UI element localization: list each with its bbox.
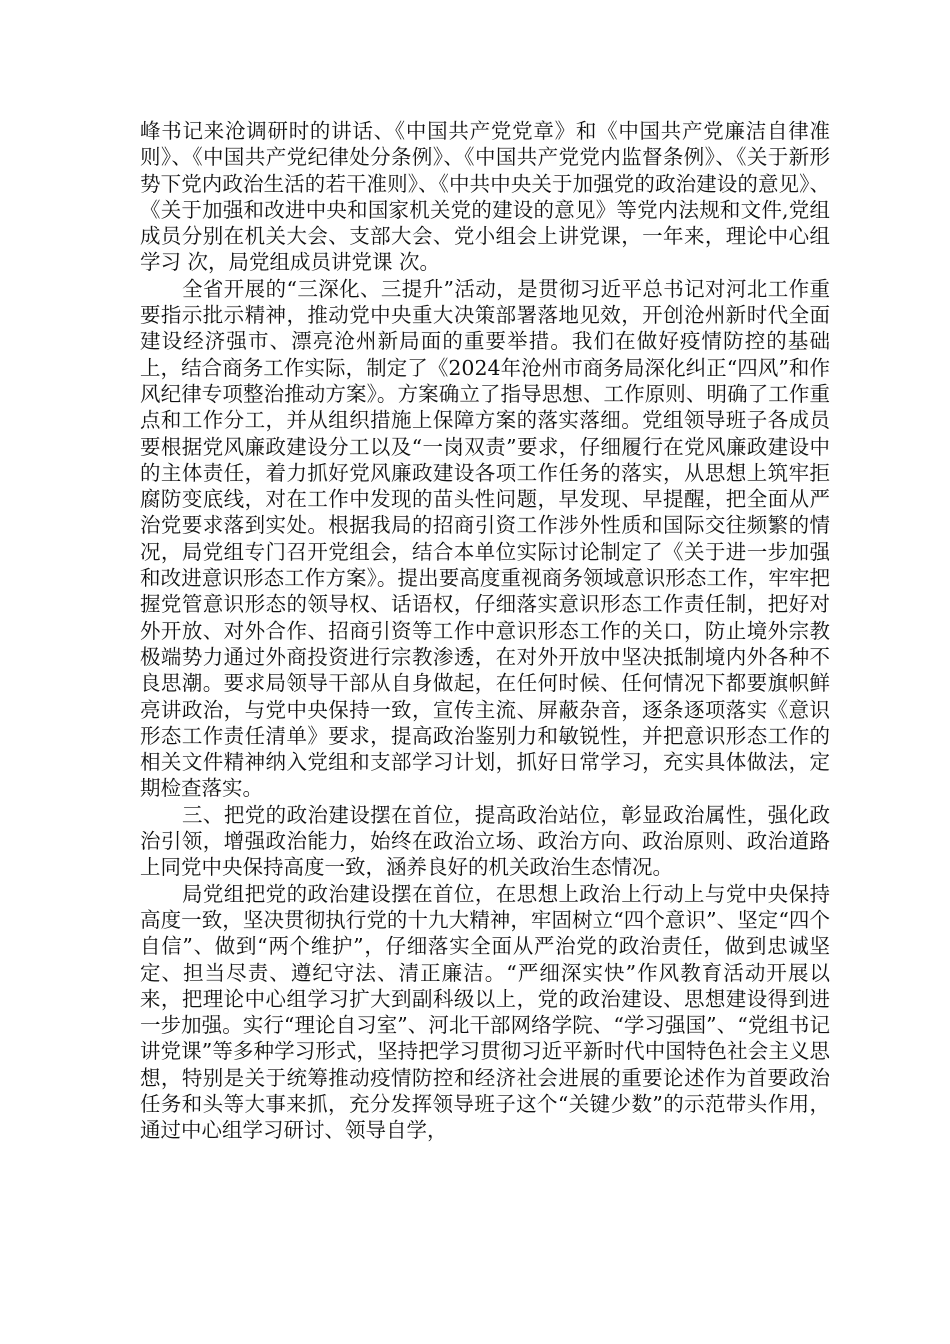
paragraph-section-three-heading: 三、把党的政治建设摆在首位，提高政治站位，彰显政治属性，强化政治引领，增强政治能力，始终在政治立场、政治方向、政治原则、政治道路上同党中央保持高度一致，涵养良好的机关政治生态情况。 [140, 802, 830, 880]
paragraph-three-deepen-activity: 全省开展的“三深化、三提升”活动，是贯彻习近平总书记对河北工作重要指示批示精神，推动党中央重大决策部署落地见效，开创沧州新时代全面建设经济强市、漂亮沧州新局面的重要举措。我们在做好疫情防控的基础上，结合商务工作实际，制定了《2024年沧州市商务局深化纠正“四风”和作风纪律专项整治推动方案》。方案确立了指导思想、工作原则、明确了工作重点和工作分工，并从组织措施上保障方案的落实落细。党组领导班子各成员要根据党风廉政建设分工以及“一岗双责”要求，仔细履行在党风廉政建设中的主体责任，着力抓好党风廉政建设各项工作任务的落实，从思想上筑牢拒腐防变底线，对在工作中发现的苗头性问题，早发现、早提醒，把全面从严治党要求落到实处。根据我局的招商引资工作涉外性质和国际交往频繁的情况，局党组专门召开党组会，结合本单位实际讨论制定了《关于进一步加强和改进意识形态工作方案》。提出要高度重视商务领域意识形态工作，牢牢把握党管意识形态的领导权、话语权，仔细落实意识形态工作责任制，把好对外开放、对外合作、招商引资等工作中意识形态工作的关口，防止境外宗教极端势力通过外商投资进行宗教渗透，在对外开放中坚决抵制境内外各种不良思潮。要求局领导干部从自身做起，在任何时候、任何情况下都要旗帜鲜亮讲政治，与党中央保持一致，宣传主流、屏蔽杂音，逐条逐项落实《意识形态工作责任清单》要求，提高政治鉴别力和敏锐性，并把意识形态工作的相关文件精神纳入党组和支部学习计划，抓好日常学习，充实具体做法，定期检查落实。 [140, 276, 830, 801]
paragraph-continuation: 峰书记来沧调研时的讲话、《中国共产党党章》和《中国共产党廉洁自律准则》、《中国共产党纪律处分条例》、《中国共产党党内监督条例》、《关于新形势下党内政治生活的若干准则》、《中共中央关于加强党的政治建设的意见》、《关于加强和改进中央和国家机关党的建设的意见》等党内法规和文件,党组成员分别在机关大会、支部大会、党小组会上讲党课，一年来，理论中心组学习 次，局党组成员讲党课 次。 [140, 119, 830, 275]
paragraph-party-political-building: 局党组把党的政治建设摆在首位，在思想上政治上行动上与党中央保持高度一致，坚决贯彻执行党的十九大精神，牢固树立“四个意识”、坚定“四个自信”、做到“两个维护”，仔细落实全面从严治党的政治责任，做到忠诚坚定、担当尽责、遵纪守法、清正廉洁。“严细深实快”作风教育活动开展以来，把理论中心组学习扩大到副科级以上，党的政治建设、思想建设得到进一步加强。实行“理论自习室”、河北干部网络学院、“学习强国”、“党组书记讲党课”等多种学习形式，坚持把学习贯彻习近平新时代中国特色社会主义思想，特别是关于统筹推动疫情防控和经济社会进展的重要论述作为首要政治任务和头等大事来抓，充分发挥领导班子这个“关键少数”的示范带头作用，通过中心组学习研讨、领导自学， [140, 881, 830, 1143]
document-body [140, 118, 830, 1144]
